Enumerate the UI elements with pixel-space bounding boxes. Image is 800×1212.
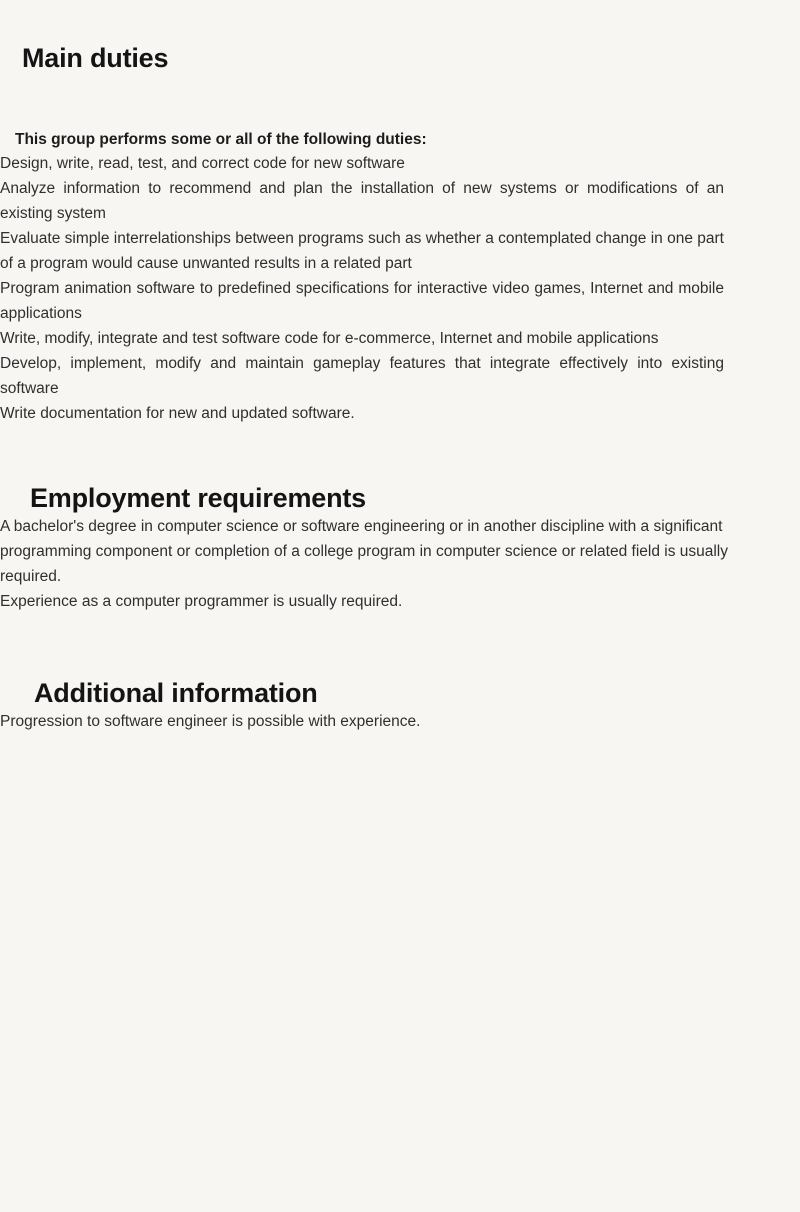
duty-item: Write, modify, integrate and test software code for e-commerce, Internet and mobile applications bbox=[0, 326, 724, 351]
job-profile-page bbox=[0, 42, 800, 1212]
additional-information-heading: Additional information bbox=[34, 678, 318, 708]
additional-info-item: Progression to software engineer is possible with experience. bbox=[0, 709, 740, 734]
requirement-item: A bachelor's degree in computer science or software engineering or in another discipline with a significant programming component or completion of a college program in computer science or related field is usually required. bbox=[0, 514, 756, 589]
additional-information-list bbox=[0, 709, 740, 734]
main-duties-intro: This group performs some or all of the following duties: bbox=[15, 131, 427, 148]
duty-item: Evaluate simple interrelationships between programs such as whether a contemplated change in one part of a program would cause unwanted results in a related part bbox=[0, 226, 724, 276]
section-additional-information bbox=[0, 677, 800, 734]
section-main-duties bbox=[0, 42, 800, 426]
section-employment-requirements bbox=[0, 482, 800, 614]
duty-item: Develop, implement, modify and maintain gameplay features that integrate effectively into existing software bbox=[0, 351, 724, 401]
duty-item: Design, write, read, test, and correct code for new software bbox=[0, 151, 724, 176]
duty-item: Analyze information to recommend and plan the installation of new systems or modifications of an existing system bbox=[0, 176, 724, 226]
duty-item: Write documentation for new and updated software. bbox=[0, 401, 724, 426]
employment-requirements-list bbox=[0, 514, 756, 614]
requirement-item: Experience as a computer programmer is usually required. bbox=[0, 589, 756, 614]
main-duties-list bbox=[0, 151, 724, 426]
duty-item: Program animation software to predefined specifications for interactive video games, Internet and mobile applications bbox=[0, 276, 724, 326]
main-duties-heading: Main duties bbox=[22, 43, 169, 73]
employment-requirements-heading: Employment requirements bbox=[30, 483, 366, 513]
